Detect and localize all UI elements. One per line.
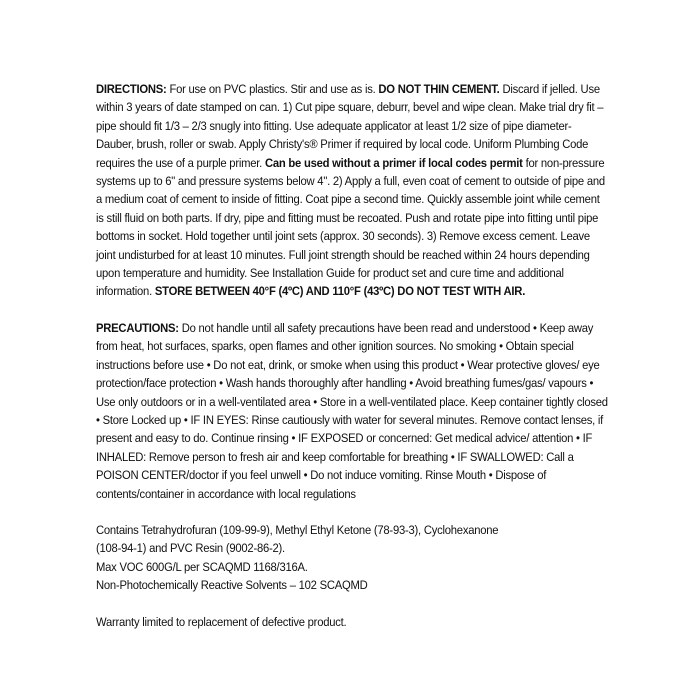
contains-block: [96, 521, 608, 595]
precautions-paragraph: [96, 319, 608, 503]
contains-line-2: (108-94-1) and PVC Resin (9002-86-2).: [96, 541, 285, 556]
product-label-text: [96, 80, 608, 631]
directions-heading: DIRECTIONS:: [96, 82, 167, 96]
precautions-heading: PRECAUTIONS:: [96, 320, 179, 335]
directions-paragraph: [96, 80, 608, 301]
directions-bold-3: STORE BETWEEN 40°F (4ºC) AND 110°F (43ºC) DO NOT TEST WITH AIR.: [154, 284, 526, 299]
contains-line-1: Contains Tetrahydrofuran (109-99-9), Methyl Ethyl Ketone (78-93-3), Cyclohexanone: [96, 522, 499, 537]
voc-line: Max VOC 600G/L per SCAQMD 1168/316A.: [96, 559, 308, 574]
directions-text-3: for non-pressure systems up to 6" and pressure systems below 4". 2) Apply a full, even coat of cement to outside of pipe and a medium coat of cement to inside of fitting. Coat pipe a second time. Quickly assemble joint while cement is still fluid on both parts. If dry, pipe and fitting must be recoated. Push and rotate pipe into fitting until pipe bottoms in socket. Hold together until joint sets (approx. 30 seconds). 3) Remove excess cement. Leave joint undisturbed for at least 10 minutes. Full joint strength should be reached within 24 hours depending upon temperature and humidity. See Installation Guide for product set and cure time and additional information.: [96, 155, 605, 299]
precautions-text: Do not handle until all safety precautions have been read and understood • Keep away from heat, hot surfaces, sparks, open flames and other ignition sources. No smoking • Obtain special instructions before use • Do not eat, drink, or smoke when using this product • Wear protective gloves/ eye protection/face protection • Wash hands thoroughly after handling • Avoid breathing fumes/gas/ vapours • Use only outdoors or in a well-ventilated area • Store in a well-ventilated place. Keep container tightly closed • Store Locked up • IF IN EYES: Rinse cautiously with water for several minutes. Remove contact lenses, if present and easy to do. Continue rinsing • IF EXPOSED or concerned: Get medical advice/ attention • IF INHALED: Remove person to fresh air and keep comfortable for breathing • IF SWALLOWED: Call a POISON CENTER/doctor if you feel unwell • Do not induce vomiting. Rinse Mouth • Dispose of contents/container in accordance with local regulations: [96, 320, 608, 501]
warranty-text: Warranty limited to replacement of defective product.: [96, 614, 347, 629]
directions-text-1: For use on PVC plastics. Stir and use as is.: [166, 82, 379, 96]
directions-bold-2: Can be used without a primer if local codes permit: [264, 155, 523, 170]
solvents-line: Non-Photochemically Reactive Solvents – 102 SCAQMD: [96, 578, 368, 593]
directions-bold-1: DO NOT THIN CEMENT.: [378, 82, 500, 96]
directions-text-2: Discard if jelled. Use within 3 years of date stamped on can. 1) Cut pipe square, deburr, bevel and wipe clean. Make trial dry fit – pipe should fit 1/3 – 2/3 snugly into fitting. Use adequate applicator at least 1/2 size of pipe diameter- Dauber, brush, roller or swab. Apply Christy's® Primer if required by local code. Uniform Plumbing Code requires the use of a purple primer.: [96, 82, 604, 170]
